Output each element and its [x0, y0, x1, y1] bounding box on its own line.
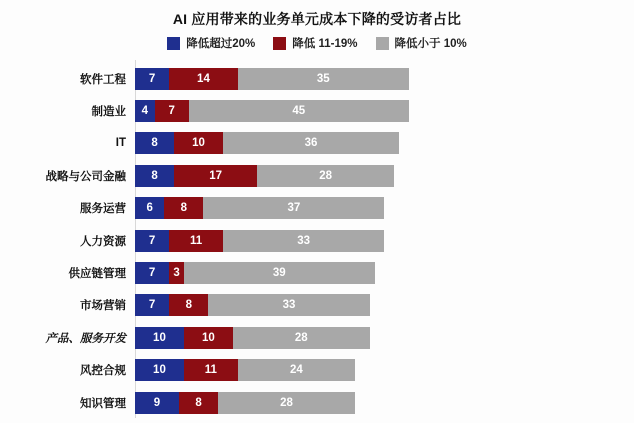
category-label: 人力资源	[80, 235, 126, 248]
bar-value-label: 33	[297, 234, 311, 247]
bar-segment	[135, 359, 184, 381]
bar-segment	[238, 68, 409, 90]
bar-segment	[169, 294, 208, 316]
bar-value-label: 24	[289, 364, 303, 377]
category-label: 供应链管理	[68, 267, 126, 280]
chart-row	[0, 224, 634, 257]
bar-value-label: 11	[204, 364, 217, 377]
bar-value-label: 17	[209, 169, 223, 182]
category-label: IT	[115, 137, 126, 150]
stacked-bar	[135, 327, 634, 349]
stacked-bar	[135, 230, 634, 252]
bar-value-label: 28	[280, 396, 293, 409]
bar-segment	[174, 132, 223, 154]
bar-value-label: 14	[197, 72, 210, 85]
chart-row	[0, 94, 634, 127]
bar-segment	[135, 197, 164, 219]
bar-segment	[169, 68, 237, 90]
chart-plot-area	[0, 60, 634, 418]
bar-segment	[135, 68, 169, 90]
bar-segment	[203, 197, 384, 219]
bar-segment	[223, 230, 384, 252]
bar-value-label: 7	[148, 234, 156, 247]
bar-segment	[218, 392, 355, 414]
chart-legend	[0, 35, 634, 51]
chart-row	[0, 62, 634, 95]
bar-segment	[135, 230, 169, 252]
bar-segment	[174, 165, 257, 187]
stacked-bar	[135, 165, 634, 187]
legend-item-series-2	[376, 35, 467, 51]
stacked-bar	[135, 359, 634, 381]
bar-segment	[135, 262, 169, 284]
bar-value-label: 3	[173, 266, 180, 279]
bar-segment	[184, 359, 238, 381]
stacked-bar	[135, 197, 634, 219]
bar-value-label: 10	[153, 364, 166, 377]
category-label: 风控合规	[80, 365, 126, 378]
bar-value-label: 45	[292, 104, 306, 117]
bar-segment	[238, 359, 355, 381]
bar-value-label: 36	[304, 137, 318, 150]
chart-row	[0, 159, 634, 192]
bar-segment	[208, 294, 369, 316]
bar-value-label: 7	[148, 299, 156, 312]
legend-swatch-series-1	[273, 37, 286, 50]
stacked-bar	[135, 262, 634, 284]
category-label: 战略与公司金融	[45, 170, 126, 183]
stacked-bar	[135, 294, 634, 316]
bar-segment	[135, 294, 169, 316]
stacked-bar	[135, 132, 634, 154]
bar-value-label: 6	[146, 202, 153, 215]
bar-value-label: 35	[316, 72, 330, 85]
legend-item-series-1	[273, 35, 357, 51]
bar-value-label: 7	[168, 104, 175, 117]
chart-row	[0, 321, 634, 354]
bar-value-label: 8	[185, 299, 192, 312]
bar-segment	[184, 262, 375, 284]
bar-segment	[135, 132, 174, 154]
bar-segment	[189, 100, 409, 122]
chart-row	[0, 192, 634, 225]
category-label: 知识管理	[80, 397, 126, 410]
bar-segment	[155, 100, 189, 122]
chart-title: AI 应用带来的业务单元成本下降的受访者占比	[172, 11, 462, 27]
bar-value-label: 7	[148, 266, 156, 279]
chart-row	[0, 289, 634, 322]
bar-value-label: 28	[294, 331, 308, 344]
bar-segment	[164, 197, 203, 219]
bar-value-label: 8	[151, 137, 158, 150]
bar-segment	[169, 230, 223, 252]
legend-swatch-series-0	[167, 37, 180, 50]
legend-label-series-2: 降低小于 10%	[394, 38, 467, 50]
bar-value-label: 10	[192, 137, 205, 150]
category-label: 软件工程	[80, 73, 126, 86]
bar-segment	[257, 165, 394, 187]
bar-value-label: 11	[190, 234, 203, 247]
bar-segment	[223, 132, 399, 154]
category-label: 制造业	[91, 105, 126, 118]
legend-item-series-0	[167, 35, 255, 51]
category-label: 服务运营	[80, 203, 126, 216]
stacked-bar	[135, 68, 634, 90]
bar-segment	[179, 392, 218, 414]
legend-swatch-series-2	[376, 37, 389, 50]
category-label: 市场营销	[80, 300, 126, 313]
category-label: 产品、服务开发	[45, 332, 126, 345]
chart-row	[0, 386, 634, 419]
bar-value-label: 8	[151, 169, 158, 182]
bar-segment	[169, 262, 184, 284]
bar-value-label: 8	[180, 202, 188, 215]
bar-value-label: 37	[287, 202, 301, 215]
bar-value-label: 8	[195, 396, 202, 409]
bar-segment	[233, 327, 370, 349]
bar-value-label: 28	[319, 169, 333, 182]
bar-value-label: 33	[282, 299, 296, 312]
bar-segment	[184, 327, 233, 349]
chart-row	[0, 256, 634, 289]
bar-segment	[135, 100, 155, 122]
chart-row	[0, 127, 634, 160]
bar-value-label: 7	[148, 72, 156, 85]
bar-segment	[135, 392, 179, 414]
bar-value-label: 10	[201, 331, 215, 344]
legend-label-series-1: 降低 11-19%	[292, 38, 358, 50]
bar-segment	[135, 165, 174, 187]
bar-value-label: 9	[153, 396, 161, 409]
legend-label-series-0: 降低超过20%	[186, 38, 256, 50]
stacked-bar	[135, 392, 634, 414]
chart-row	[0, 354, 634, 387]
stacked-bar	[135, 100, 634, 122]
bar-value-label: 4	[141, 104, 148, 117]
bar-segment	[135, 327, 184, 349]
bar-value-label: 39	[272, 266, 286, 279]
bar-value-label: 10	[153, 331, 166, 344]
